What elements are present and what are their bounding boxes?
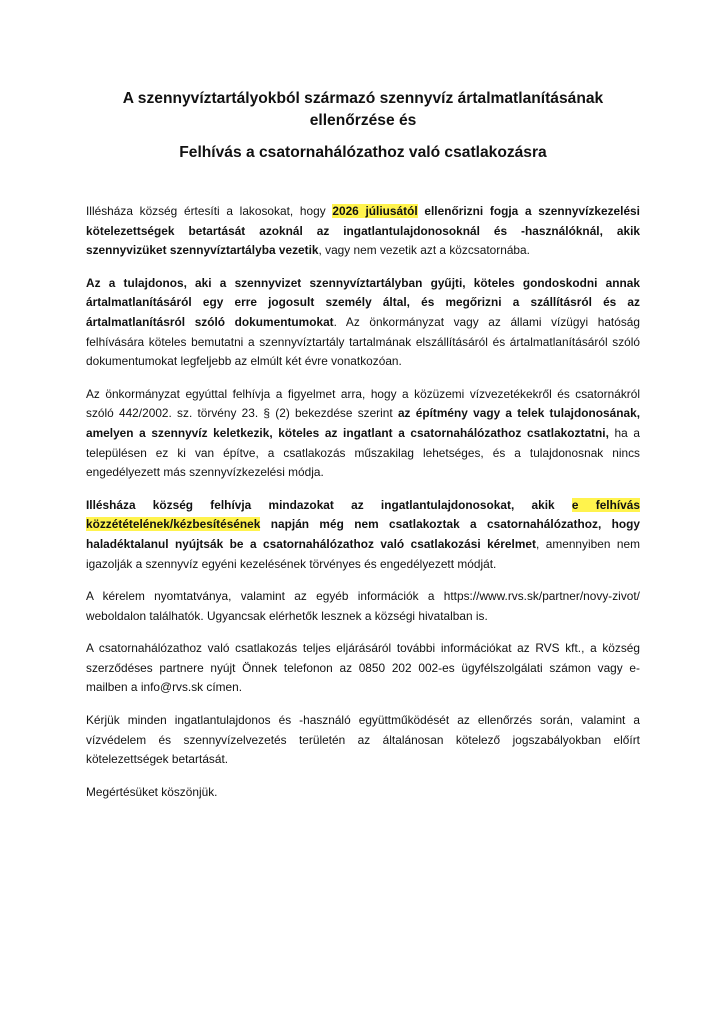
- paragraph-legal-requirement: [86, 385, 640, 483]
- text-segment: Illésháza község felhívja mindazokat az ingatlantulajdonosokat, akik: [86, 497, 572, 512]
- text-segment: Kérjük minden ingatlantulajdonos és -használó együttműködését az ellenőrzés során, valamint a vízvédelem és szennyvízelvezetés területén az általánosan kötelező jogszabályokban előírt kötelezettségek betartását.: [86, 713, 640, 767]
- paragraph-contact-info: [86, 639, 640, 698]
- text-segment: Illésháza község értesíti a lakosokat, hogy: [86, 204, 333, 218]
- paragraph-inspection-notice: [86, 202, 640, 261]
- document-body: [86, 202, 640, 802]
- text-segment: az építmény vagy a telek tulajdonosának, amelyen a szennyvíz keletkezik, köteles az ingatlant a csatornahálózathoz csatlakoztatni,: [86, 406, 640, 440]
- paragraph-cooperation-request: [86, 711, 640, 770]
- text-segment: , amennyiben nem igazolják a szennyvíz egyéni kezelésének törvényes és engedélyezett módját.: [86, 536, 640, 571]
- paragraph-owner-obligations: [86, 274, 640, 372]
- text-segment: Megértésüket köszönjük.: [86, 784, 218, 799]
- text-segment: , vagy nem vezetik azt a közcsatornába.: [318, 243, 530, 258]
- highlighted-phrase: e felhívás közzétételének/kézbesítésének: [86, 497, 641, 532]
- text-segment: ellenőrizni fogja a szennyvízkezelési kötelezettségek betartását azoknál az ingatlantulajdonosoknál és -használóknál, akik szennyvizüket szennyvíztartályba vezetik: [86, 204, 640, 258]
- paragraph-form-info: [86, 587, 640, 626]
- document-page: [86, 88, 640, 815]
- document-title: A szennyvíztartályokból származó szennyvíz ártalmatlanításának ellenőrzése és: [122, 90, 604, 129]
- paragraph-connection-call: [86, 496, 640, 574]
- highlighted-date: 2026 júliusától: [332, 204, 418, 218]
- text-segment: Az önkormányzat egyúttal felhívja a figyelmet arra, hogy a közüzemi vízvezetékekről és csatornákról szóló 442/2002. sz. törvény 23. § (2) bekezdése szerint: [86, 386, 640, 421]
- text-segment: A csatornahálózathoz való csatlakozás teljes eljárásáról további információkat az RVS kft., a község szerződéses partnere nyújt Önnek telefonon az 0850 202 002-es ügyfélszolgálati számon vagy e-mailben a info@rvs.sk címen.: [86, 641, 640, 695]
- text-segment: Az a tulajdonos, aki a szennyvizet szennyvíztartályban gyűjti, köteles gondoskodni annak ártalmatlanításáról egy erre jogosult személy által, és megőrizni a szállításról és az ártalmatlanításról szóló dokumentumokat: [86, 275, 640, 329]
- text-segment: ha a településen ez ki van építve, a csatlakozás műszakilag lehetséges, és a tulajdonosnak nincs engedélyezett más szennyvízkezelési módja.: [86, 425, 640, 480]
- paragraph-closing: [86, 783, 640, 803]
- text-segment: A kérelem nyomtatványa, valamint az egyéb információk a https://www.rvs.sk/partner/novy-zivot/ weboldalon találhatók. Ugyancsak elérhetők lesznek a községi hivatalban is.: [86, 589, 640, 623]
- text-segment: napján még nem csatlakoztak a csatornahálózathoz, hogy haladéktalanul nyújtsák be a csatornahálózathoz való csatlakozási kérelmet: [86, 517, 640, 551]
- document-subtitle: Felhívás a csatornahálózathoz való csatlakozásra: [179, 144, 547, 161]
- text-segment: . Az önkormányzat vagy az állami vízügyi hatóság felhívására köteles bemutatni a szennyvíztartály tartalmának elszállításáról és ártalmatlanításáról szóló dokumentumokat legfeljebb az elmúlt két évre vonatkozóan.: [86, 314, 640, 369]
